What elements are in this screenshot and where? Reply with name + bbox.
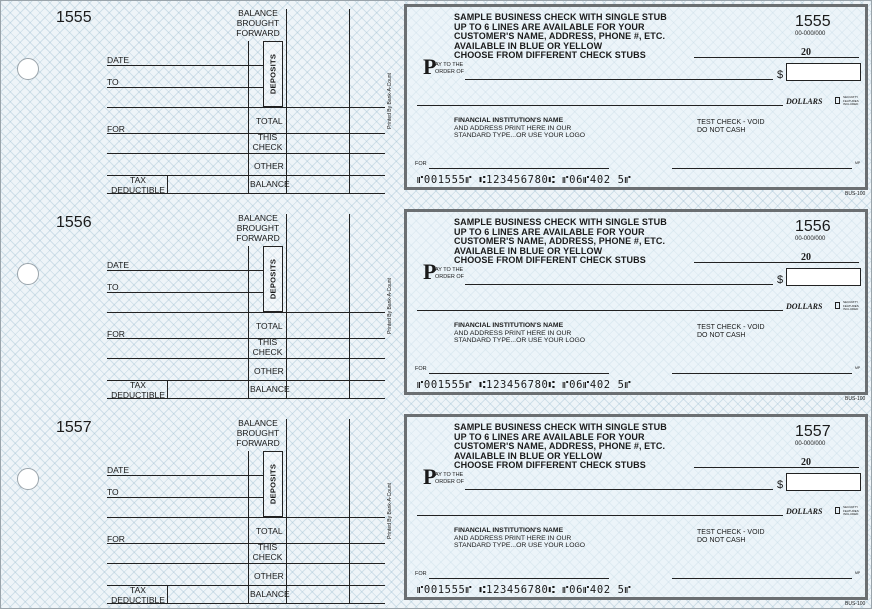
memo-line[interactable] [429, 168, 609, 169]
void-notice: TEST CHECK - VOID DO NOT CASH [697, 119, 765, 134]
stub-date-line[interactable] [107, 270, 263, 271]
stub-deposits-box [263, 451, 283, 517]
void-notice: TEST CHECK - VOID DO NOT CASH [697, 324, 765, 339]
stub-column-line [286, 419, 287, 603]
routing-fraction: 00-000/000 [795, 31, 826, 37]
stub-this-check-label: THIS CHECK [252, 337, 283, 357]
stub-this-check-label: THIS CHECK [252, 542, 283, 562]
stub-balance-forward-label: BALANCE BROUGHT FORWARD [236, 8, 280, 38]
check-body [404, 209, 868, 395]
pay-to-label: AY TO THE ORDER OF [435, 62, 465, 75]
written-amount-line[interactable] [417, 515, 783, 516]
written-amount-line[interactable] [417, 310, 783, 311]
stub-to-line[interactable] [107, 292, 263, 293]
payee-line[interactable] [465, 284, 773, 285]
stub-deposits-label: DEPOSITS [268, 463, 278, 505]
date-line[interactable] [694, 57, 859, 58]
business-info: SAMPLE BUSINESS CHECK WITH SINGLE STUB UP TO 6 LINES ARE AVAILABLE FOR YOUR CUSTOMER'S NAME, ADDRESS, PHONE #, ETC. AVAILABLE IN BLUE OR YELLOW CHOOSE FROM DIFFERENT CHECK STUBS [454, 422, 667, 471]
stub-to-label: TO [107, 282, 119, 292]
form-code: BUS-100 [845, 191, 866, 197]
stub-line [107, 358, 385, 359]
check-number: 1555 [795, 13, 831, 30]
stub-deposits-label: DEPOSITS [268, 258, 278, 300]
stub-column-line [349, 419, 350, 603]
check-number: 1556 [795, 218, 831, 235]
lock-icon [835, 507, 840, 514]
stub-other-label: OTHER [254, 161, 284, 171]
stub-column-line [248, 246, 249, 398]
stub-line [107, 107, 385, 108]
stub-for-line[interactable] [107, 133, 385, 134]
stub-other-label: OTHER [254, 366, 284, 376]
stub-total-label: TOTAL [256, 526, 283, 536]
bank-info: FINANCIAL INSTITUTION'S NAME AND ADDRESS PRINT HERE IN OUR STANDARD TYPE...OR USE YOUR LOGO [454, 117, 586, 139]
dollars-label: DOLLARS [786, 302, 823, 311]
amount-box[interactable] [786, 268, 861, 286]
micr-line: ⑈001555⑈ ⑆123456780⑆ ⑈06⑈402 5⑈ [417, 174, 632, 186]
stub-tax-deductible-label: TAX DEDUCTIBLE [111, 585, 165, 605]
dollar-sign: $ [777, 479, 784, 491]
mp-mark: MP [855, 366, 861, 370]
stub-tax-deductible-label: TAX DEDUCTIBLE [111, 175, 165, 195]
micr-line: ⑈001555⑈ ⑆123456780⑆ ⑈06⑈402 5⑈ [417, 584, 632, 596]
date-line[interactable] [694, 467, 859, 468]
check-row [1, 411, 872, 616]
stub-balance-label: BALANCE [250, 179, 290, 189]
payee-line[interactable] [465, 79, 773, 80]
business-info: SAMPLE BUSINESS CHECK WITH SINGLE STUB UP TO 6 LINES ARE AVAILABLE FOR YOUR CUSTOMER'S NAME, ADDRESS, PHONE #, ETC. AVAILABLE IN BLUE OR YELLOW CHOOSE FROM DIFFERENT CHECK STUBS [454, 217, 667, 266]
check-body [404, 414, 868, 600]
stub-other-label: OTHER [254, 571, 284, 581]
stub-for-line[interactable] [107, 338, 385, 339]
business-info: SAMPLE BUSINESS CHECK WITH SINGLE STUB UP TO 6 LINES ARE AVAILABLE FOR YOUR CUSTOMER'S NAME, ADDRESS, PHONE #, ETC. AVAILABLE IN BLUE OR YELLOW CHOOSE FROM DIFFERENT CHECK STUBS [454, 12, 667, 61]
stub-date-line[interactable] [107, 65, 263, 66]
stub-line [107, 517, 385, 518]
stub-tax-deductible-label: TAX DEDUCTIBLE [111, 380, 165, 400]
stub-balance-label: BALANCE [250, 589, 290, 599]
pay-to-label: AY TO THE ORDER OF [435, 267, 465, 280]
stub-to-label: TO [107, 77, 119, 87]
stub-to-label: TO [107, 487, 119, 497]
security-text: SECURITY FEATURES INCLUDED [843, 505, 859, 516]
dollar-sign: $ [777, 69, 784, 81]
memo-line[interactable] [429, 373, 609, 374]
stub-column-line [286, 9, 287, 193]
form-code: BUS-100 [845, 396, 866, 402]
written-amount-line[interactable] [417, 105, 783, 106]
printed-by-label: Printed By Bank-A-Count [387, 73, 393, 129]
stub-date-line[interactable] [107, 475, 263, 476]
stub-number: 1556 [56, 214, 92, 231]
stub-number: 1557 [56, 419, 92, 436]
stub-line [107, 153, 385, 154]
memo-line[interactable] [429, 578, 609, 579]
stub-deposits-box [263, 41, 283, 107]
stub-total-label: TOTAL [256, 116, 283, 126]
stub-column-line [167, 175, 168, 193]
stub-deposits-label: DEPOSITS [268, 53, 278, 95]
stub-to-line[interactable] [107, 497, 263, 498]
stub-column-line [248, 451, 249, 603]
binder-hole [17, 263, 39, 285]
lock-icon [835, 97, 840, 104]
mp-mark: MP [855, 161, 861, 165]
stub-date-label: DATE [107, 55, 130, 65]
stub-for-label: FOR [107, 329, 125, 339]
stub-for-label: FOR [107, 534, 125, 544]
printed-by-label: Printed By Bank-A-Count [387, 483, 393, 539]
stub-for-label: FOR [107, 124, 125, 134]
routing-fraction: 00-000/000 [795, 236, 826, 242]
dollar-sign: $ [777, 274, 784, 286]
stub-balance-forward-label: BALANCE BROUGHT FORWARD [236, 213, 280, 243]
void-notice: TEST CHECK - VOID DO NOT CASH [697, 529, 765, 544]
binder-hole [17, 58, 39, 80]
bank-info: FINANCIAL INSTITUTION'S NAME AND ADDRESS PRINT HERE IN OUR STANDARD TYPE...OR USE YOUR LOGO [454, 322, 586, 344]
memo-label: FOR [415, 571, 427, 577]
date-line[interactable] [694, 262, 859, 263]
stub-balance-forward-label: BALANCE BROUGHT FORWARD [236, 418, 280, 448]
memo-label: FOR [415, 366, 427, 372]
stub-column-line [349, 214, 350, 398]
security-text: SECURITY FEATURES INCLUDED [843, 300, 859, 311]
pay-to-label: AY TO THE ORDER OF [435, 472, 465, 485]
stub-balance-label: BALANCE [250, 384, 290, 394]
stub-column-line [286, 214, 287, 398]
dollars-label: DOLLARS [786, 97, 823, 106]
stub-date-label: DATE [107, 465, 130, 475]
dollars-label: DOLLARS [786, 507, 823, 516]
pay-to-initial: P [423, 464, 437, 489]
stub-total-label: TOTAL [256, 321, 283, 331]
stub-line [107, 312, 385, 313]
mp-mark: MP [855, 571, 861, 575]
stub-for-line[interactable] [107, 543, 385, 544]
date-suffix: 20 [801, 252, 811, 263]
stub-column-line [167, 585, 168, 603]
date-suffix: 20 [801, 47, 811, 58]
stub-deposits-box [263, 246, 283, 312]
stub-column-line [248, 41, 249, 193]
pay-to-initial: P [423, 259, 437, 284]
stub-this-check-label: THIS CHECK [252, 132, 283, 152]
stub-to-line[interactable] [107, 87, 263, 88]
amount-box[interactable] [786, 473, 861, 491]
stub-column-line [349, 9, 350, 193]
memo-label: FOR [415, 161, 427, 167]
routing-fraction: 00-000/000 [795, 441, 826, 447]
stub-column-line [167, 380, 168, 398]
stub-number: 1555 [56, 9, 92, 26]
check-number: 1557 [795, 423, 831, 440]
bank-info: FINANCIAL INSTITUTION'S NAME AND ADDRESS PRINT HERE IN OUR STANDARD TYPE...OR USE YOUR LOGO [454, 527, 586, 549]
security-text: SECURITY FEATURES INCLUDED [843, 95, 859, 106]
date-suffix: 20 [801, 457, 811, 468]
stub-line [107, 563, 385, 564]
pay-to-initial: P [423, 54, 437, 79]
signature-line[interactable] [672, 373, 852, 374]
stub-date-label: DATE [107, 260, 130, 270]
check-body [404, 4, 868, 190]
check-row [1, 1, 872, 206]
check-row [1, 206, 872, 411]
signature-line[interactable] [672, 168, 852, 169]
signature-line[interactable] [672, 578, 852, 579]
payee-line[interactable] [465, 489, 773, 490]
amount-box[interactable] [786, 63, 861, 81]
printed-by-label: Printed By Bank-A-Count [387, 278, 393, 334]
lock-icon [835, 302, 840, 309]
binder-hole [17, 468, 39, 490]
micr-line: ⑈001555⑈ ⑆123456780⑆ ⑈06⑈402 5⑈ [417, 379, 632, 391]
form-code: BUS-100 [845, 601, 866, 607]
